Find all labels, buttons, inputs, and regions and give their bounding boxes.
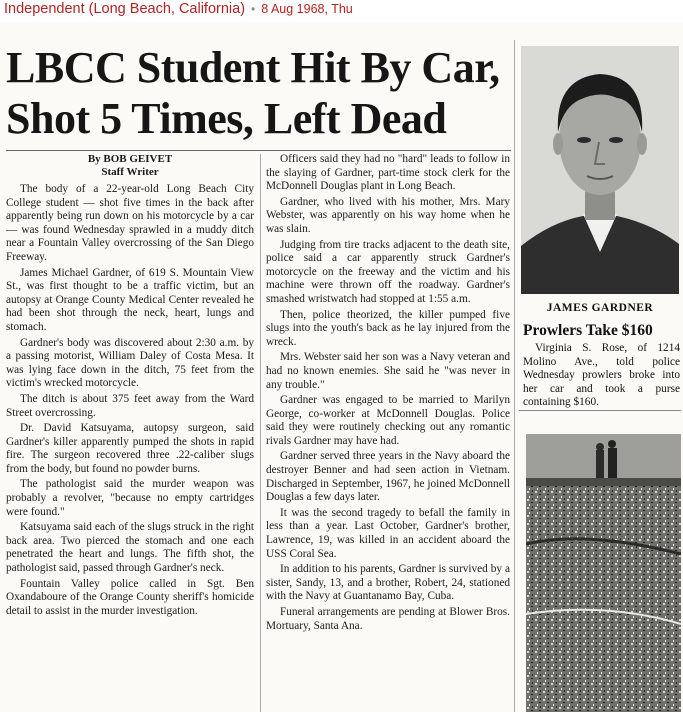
scene-image <box>526 434 681 712</box>
paragraph: Gardner served three years in the Navy aboard the destroyer Benner and had seen action in Vietnam. Discharged in September, 1967, he joined McDonnell Douglas a few days later. <box>266 450 510 504</box>
scene-photo <box>526 434 681 712</box>
paragraph: Then, police theorized, the killer pumped five slugs into the youth's back as he lay injured from the wreck. <box>266 308 510 348</box>
paragraph: Dr. David Katsuyama, autopsy surgeon, said Gardner's killer apparently pumped the shots in rapid fire. The surgeon recovered three .22-caliber slugs from the body, but found no powder burns. <box>6 422 254 475</box>
sidebar-story <box>523 342 680 410</box>
sidebar-paragraph: Virginia S. Rose, of 1214 Molino Ave., told police Wednesday prowlers broke into her car and took a purse containing $160. <box>523 342 680 409</box>
paragraph: Gardner's body was discovered about 2:30 a.m. by a passing motorist, William Daley of Costa Mesa. It was lying face down in the ditch, 75 feet from the victim's wrecked motorcycle. <box>6 336 254 390</box>
byline <box>6 153 254 179</box>
newspaper-clipping <box>0 22 683 712</box>
article-column-2 <box>266 153 510 635</box>
paragraph: Funeral arrangements are pending at Blower Bros. Mortuary, Santa Ana. <box>266 606 510 632</box>
paragraph: Judging from tire tracks adjacent to the death site, police said a car apparently struck Gardner's motorcycle on the freeway and the victim and his machine were thrown off the roadway. Gardner's smashed wristwatch had stopped at 1:55 a.m. <box>266 238 510 305</box>
headline-line-2: Shot 5 Times, Left Dead <box>6 94 447 143</box>
paragraph: It was the second tragedy to befall the family in less than a year. Last October, Gardner's brother, Lawrence, 19, was killed in an accident aboard the USS Coral Sea. <box>266 506 510 560</box>
paragraph: Gardner was engaged to be married to Marilyn George, co-worker at McDonnell Douglas. Police said they were routinely checking out any romantic rivals Gardner may have had. <box>266 394 510 447</box>
paragraph: Katsuyama said each of the slugs struck in the right back area. Two pierced the stomach and one each penetrated the heart and lungs. The fifth shot, the pathologist said, passed through Gardner's neck. <box>6 521 254 575</box>
paragraph: The body of a 22-year-old Long Beach City College student — shot five times in the back after apparently being run down on his motorcycle by a car — was found Wednesday sprawled in a muddy ditch near a Fountain Valley overcrossing of the San Diego Freeway. <box>6 183 254 263</box>
column-divider <box>260 154 261 712</box>
portrait-photo <box>521 46 679 294</box>
headline-rule <box>6 150 511 151</box>
sidebar-divider <box>514 40 515 712</box>
paragraph: Gardner, who lived with his mother, Mrs. Mary Webster, was apparently on his way home when he was slain. <box>266 195 510 235</box>
headline-line-1: LBCC Student Hit By Car, <box>6 43 500 92</box>
photo-caption: JAMES GARDNER <box>546 302 654 314</box>
sidebar-headline: Prowlers Take $160 <box>523 322 653 339</box>
paragraph: The ditch is about 375 feet away from the Ward Street overcrossing. <box>6 392 254 419</box>
publication-date: 8 Aug 1968, Thu <box>261 2 353 16</box>
byline-author: By BOB GEIVET <box>87 153 173 165</box>
paragraph: The pathologist said the murder weapon was probably a revolver, "because no empty cartridges were found." <box>6 478 254 518</box>
publication-name[interactable]: Independent (Long Beach, California) <box>4 1 246 17</box>
article-column-1 <box>6 153 254 620</box>
byline-role: Staff Writer <box>101 166 159 178</box>
paragraph: Mrs. Webster said her son was a Navy veteran and had no known enemies. She said he "was never in any trouble." <box>266 351 510 391</box>
paragraph: James Michael Gardner, of 619 S. Mountain View St., was first thought to be a traffic victim, but an autopsy at Orange County Medical Center revealed he had been shot through the neck, heart, lungs and stomach. <box>6 266 254 333</box>
paragraph: Officers said they had no "hard" leads to follow in the slaying of Gardner, part-time stock clerk for the McDonnell Douglas plant in Long Beach. <box>266 153 510 193</box>
paragraph: In addition to his parents, Gardner is survived by a sister, Sandy, 13, and a brother, Robert, 24, stationed with the Navy at Guantanamo Bay, Cuba. <box>266 563 510 603</box>
paragraph: Fountain Valley police called in Sgt. Ben Oxandaboure of the Orange County sheriff's homicide detail to assist in the murder investigation. <box>6 577 254 617</box>
portrait-image <box>521 46 679 294</box>
article-headline <box>6 42 506 144</box>
source-bar <box>4 0 353 18</box>
separator: • <box>251 2 256 16</box>
sidebar-story-rule <box>519 410 681 411</box>
